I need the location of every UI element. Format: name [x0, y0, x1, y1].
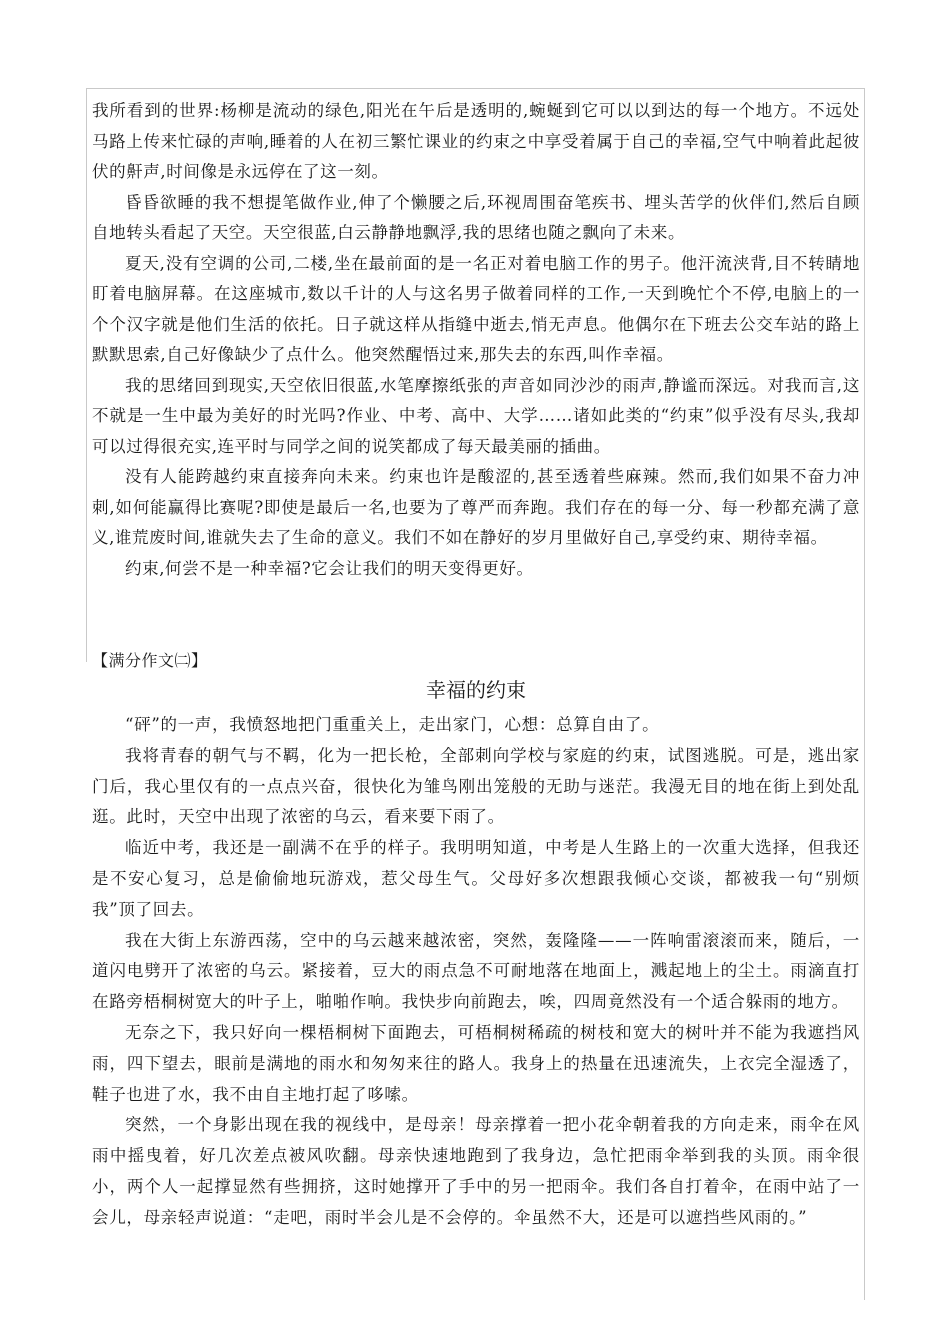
paragraph: 我的思绪回到现实,天空依旧很蓝,水笔摩擦纸张的声音如同沙沙的雨声,静谧而深远。对我而言,这不就是一生中最为美好的时光吗?作业、中考、高中、大学……诸如此类的“约束”似乎没有尽头,我却可以过得很充实,连平时与同学之间的说笑都成了每天最美丽的插曲。: [92, 375, 860, 456]
paragraph: 夏天,没有空调的公司,二楼,坐在最前面的是一名正对着电脑工作的男子。他汗流浃背,目不转睛地盯着电脑屏幕。在这座城市,数以千计的人与这名男子做着同样的工作,一天到晚忙个不停,电脑上的一个个汉字就是他们生活的依托。日子就这样从指缝中逝去,悄无声息。他偶尔在下班去公交车站的路上默默思索,自己好像缺少了点什么。他突然醒悟过来,那失去的东西,叫作幸福。: [92, 253, 860, 364]
paragraph: 突然，一个身影出现在我的视线中，是母亲！母亲撑着一把小花伞朝着我的方向走来，雨伞在风雨中摇曳着，好几次差点被风吹翻。母亲快速地跑到了我身边，急忙把雨伞举到我的头顶。雨伞很小，两个人一起撑显然有些拥挤，这时她撑开了手中的另一把雨伞。我们各自打着伞，在雨中站了一会儿，母亲轻声说道：“走吧，雨时半会儿是不会停的。伞虽然不大，还是可以遮挡些风雨的。”: [92, 1115, 860, 1227]
paragraph: 我所看到的世界:杨柳是流动的绿色,阳光在午后是透明的,蜿蜒到它可以以到达的每一个地方。不远处马路上传来忙碌的声响,睡着的人在初三繁忙课业的约束之中享受着属于自己的幸福,空气中响着此起彼伏的鼾声,时间像是永远停在了这一刻。: [92, 101, 860, 181]
frame-top-line: [86, 88, 865, 89]
section-label: 【满分作文㈡】: [92, 651, 208, 670]
essay-title: 幸福的约束: [426, 678, 526, 702]
frame-right-line: [864, 88, 865, 1300]
paragraph: 临近中考，我还是一副满不在乎的样子。我明明知道，中考是人生路上的一次重大选择，但我还是不安心复习，总是偷偷地玩游戏，惹父母生气。父母好多次想跟我倾心交谈，都被我一句“别烦我”顶了回去。: [92, 838, 860, 919]
paragraph: 没有人能跨越约束直接奔向未来。约束也许是酸涩的,甚至透着些麻辣。然而,我们如果不奋力冲刺,如何能赢得比赛呢?即使是最后一名,也要为了尊严而奔跑。我们存在的每一分、每一秒都充满了意义,谁荒废时间,谁就失去了生命的意义。我们不如在静好的岁月里做好自己,享受约束、期待幸福。: [92, 467, 860, 547]
paragraph: 我将青春的朝气与不羁，化为一把长枪，全部刺向学校与家庭的约束，试图逃脱。可是，逃出家门后，我心里仅有的一点点兴奋，很快化为雏鸟刚出笼般的无助与迷茫。我漫无目的地在街上到处乱逛。此时，天空中出现了浓密的乌云，看来要下雨了。: [92, 745, 860, 827]
frame-left-line: [86, 88, 87, 662]
essay-two-body: [92, 710, 860, 1234]
paragraph: 昏昏欲睡的我不想提笔做作业,伸了个懒腰之后,环视周围奋笔疾书、埋头苦学的伙伴们,然后自顾自地转头看起了天空。天空很蓝,白云静静地飘浮,我的思绪也随之飘向了未来。: [92, 192, 860, 242]
paragraph: 我在大街上东游西荡，空中的乌云越来越浓密，突然，轰隆隆——一阵响雷滚滚而来，随后，一道闪电劈开了浓密的乌云。紧接着，豆大的雨点急不可耐地落在地面上，溅起地上的尘土。雨滴直打在路旁梧桐树宽大的叶子上，啪啪作响。我快步向前跑去，唉，四周竟然没有一个适合躲雨的地方。: [92, 930, 860, 1012]
paragraph: 无奈之下，我只好向一棵梧桐树下面跑去，可梧桐树稀疏的树枝和宽大的树叶并不能为我遮挡风雨，四下望去，眼前是满地的雨水和匆匆来往的路人。我身上的热量在迅速流失，上衣完全湿透了，鞋子也进了水，我不由自主地打起了哆嗦。: [92, 1022, 860, 1104]
paragraph: 约束,何尝不是一种幸福?它会让我们的明天变得更好。: [125, 558, 534, 578]
paragraph: “砰”的一声，我愤怒地把门重重关上，走出家门，心想：总算自由了。: [125, 715, 660, 734]
essay-one-body: [92, 96, 860, 584]
